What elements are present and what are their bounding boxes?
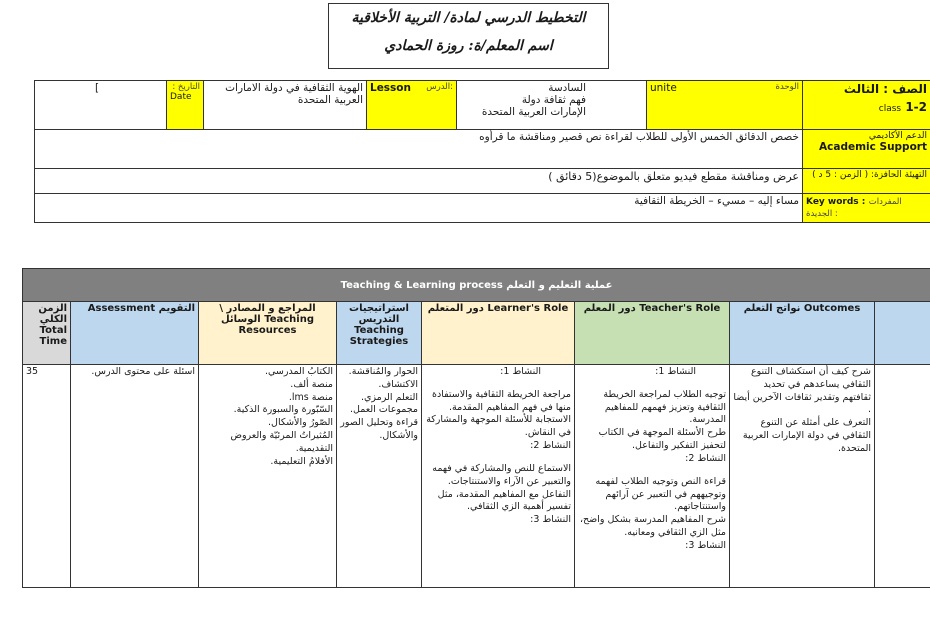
unit-value-line2: فهم ثقافة دولة [521, 94, 586, 106]
grade-label: الصف : الثالث [843, 82, 927, 96]
teacher-activity-2-title: النشاط 2: [685, 452, 726, 464]
learner-activity-3-title: النشاط 3: [530, 514, 571, 526]
resource-item: الأفلامُ التعليمية. [270, 455, 333, 467]
col-extra-header [875, 302, 930, 365]
learner-activity-line: مراجعة الخريطة الثقافية والاستفادة منها في فهم المفاهيم المقدمة. [432, 388, 571, 413]
teacher-activity-line: طرح الأسئلة الموجهة في الكتاب لتحفيز التفكير والتفاعل. [598, 427, 726, 452]
date-label-cell [167, 81, 204, 130]
unit-value-line1: السادسة [548, 82, 586, 94]
keywords-label-en: Key words : [806, 197, 866, 207]
strategy-item: الاكتشاف. [378, 378, 418, 390]
document-title: التخطيط الدرسي لمادة/ التربية الأخلاقية [351, 10, 586, 26]
resource-item: منصة lms. [288, 391, 333, 403]
teacher-activity-line: شرح المفاهيم المدرسة بشكل واضح، مثل الزي الثقافي ومعانيه. [579, 514, 726, 538]
keywords-label-cell [803, 194, 930, 223]
teacher-activity-1-title: النشاط 1: [655, 366, 696, 377]
support-label-cell [803, 130, 930, 169]
col-learner-header: دور المتعلم Learner's Role [422, 302, 575, 365]
resource-item: منصة ألف. [290, 378, 333, 390]
lesson-label-en: Lesson [370, 82, 412, 94]
resource-item: السّبّورة والسبورة الذكية. [233, 404, 333, 416]
motivation-value: عرض ومناقشة مقطع فيديو متعلق بالموضوع(5 دقائق ) [35, 169, 803, 194]
col-assessment-header: التقويم Assessment [71, 302, 199, 365]
unit-label-ar: الوحدة [775, 82, 799, 92]
assessment-value: اسئلة على محتوى الدرس. [71, 365, 199, 588]
resource-item: المُثيراتُ المرئيّة والعروض التقديمية. [230, 430, 333, 454]
class-label: class [878, 104, 902, 114]
learner-activity-line: الاستجابة للأسئلة الموجهة والمشاركة في النقاش. [426, 414, 571, 439]
date-label-ar: التاريخ : [172, 82, 200, 92]
outcomes-cell [730, 365, 875, 588]
learner-activity-1-title: النشاط 1: [500, 366, 541, 377]
lesson-label-ar: الدرس: [426, 82, 453, 92]
learner-activity-line: التفاعل مع المفاهيم المقدمة، مثل تفسير أهمية الزي الثقافي. [437, 488, 571, 513]
resources-cell [199, 365, 337, 588]
col-time-header: الزمن الكلي Total Time [23, 302, 71, 365]
motivation-label: التهيئة الحافزة: ( الزمن : 5 د ) [803, 169, 930, 194]
teacher-activity-line: قراءة النص وتوجيه الطلاب لفهمه وتوجيههم في التعبير عن آرائهم واستنتاجاتهم. [595, 475, 726, 513]
support-value: خصص الدقائق الخمس الأولى للطلاب لقراءة نص قصير ومناقشة ما قرأوه [35, 130, 803, 169]
extra-cell [875, 365, 930, 588]
teaching-process-table [22, 268, 930, 588]
learner-activity-2-title: النشاط 2: [530, 440, 571, 452]
resource-item: الكتابُ المدرسي. [264, 366, 333, 377]
process-banner: Teaching & Learning process عملية التعليم و التعلم [23, 269, 930, 302]
strategy-item: مجموعات العمل. [350, 404, 418, 416]
lesson-value: الهوية الثقافية في دولة الامارات العربية المتحدة [204, 81, 367, 130]
grade-cell [803, 81, 930, 130]
lesson-label-cell [367, 81, 457, 130]
learner-role-cell [422, 365, 575, 588]
col-resources-header: المراجع و المصادر \ الوسائل Teaching Resources [199, 302, 337, 365]
support-label-ar: الدعم الأكاديمي [868, 131, 927, 141]
lesson-info-table [34, 80, 930, 223]
unit-label-en: unite [650, 82, 677, 94]
time-value: 35 [23, 365, 71, 588]
unit-value-line3: الإمارات العربية المتحدة [481, 106, 586, 118]
class-value: 1-2 [905, 100, 927, 114]
keywords-value: مساء إليه – مسيء – الخريطة الثقافية [35, 194, 803, 223]
date-value: ] [35, 81, 167, 130]
header-title-box [328, 3, 609, 69]
unit-label-cell [647, 81, 803, 130]
strategy-item: قراءة وتحليل الصور والأشكال. [340, 417, 418, 442]
date-label-en: Date [170, 92, 192, 102]
outcome-item: التعرف على أمثلة عن التنوع الثقافي في دولة الإمارات العربية المتحدة. [742, 417, 871, 454]
resource-item: الصّورُ والأشكال. [268, 417, 333, 429]
col-outcomes-header: نواتج التعلم Outcomes [730, 302, 875, 365]
teacher-activity-3-title: النشاط 3: [685, 539, 726, 551]
strategy-item: التعلم الرمزي. [360, 391, 418, 403]
support-label-en: Academic Support [819, 141, 927, 153]
teacher-role-cell [575, 365, 730, 588]
learner-activity-line: الاستماع للنص والمشاركة في فهمه والتعبير عن الآراء والاستنتاجات. [432, 462, 571, 487]
outcome-item: شرح كيف أن استكشاف التنوع الثقافي يساعدهم في تحديد ثقافتهم وتقدير ثقافات الآخرين أيضا . [733, 366, 871, 416]
col-strategies-header: استراتيجيات التدريس Teaching Strategies [337, 302, 422, 365]
strategies-cell [337, 365, 422, 588]
unit-value-cell [457, 81, 647, 130]
teacher-activity-line: توجيه الطلاب لمراجعة الخريطة الثقافية وتعزيز فهمهم للمفاهيم المدرسة. [603, 388, 726, 426]
teacher-name: اسم المعلم/ة: روزة الحمادي [384, 38, 553, 54]
strategy-item: الحوار والمُناقشة. [348, 366, 418, 377]
keywords-label-ar: المفردات الجديدة : [806, 197, 902, 219]
col-teacher-header: دور المعلم Teacher's Role [575, 302, 730, 365]
